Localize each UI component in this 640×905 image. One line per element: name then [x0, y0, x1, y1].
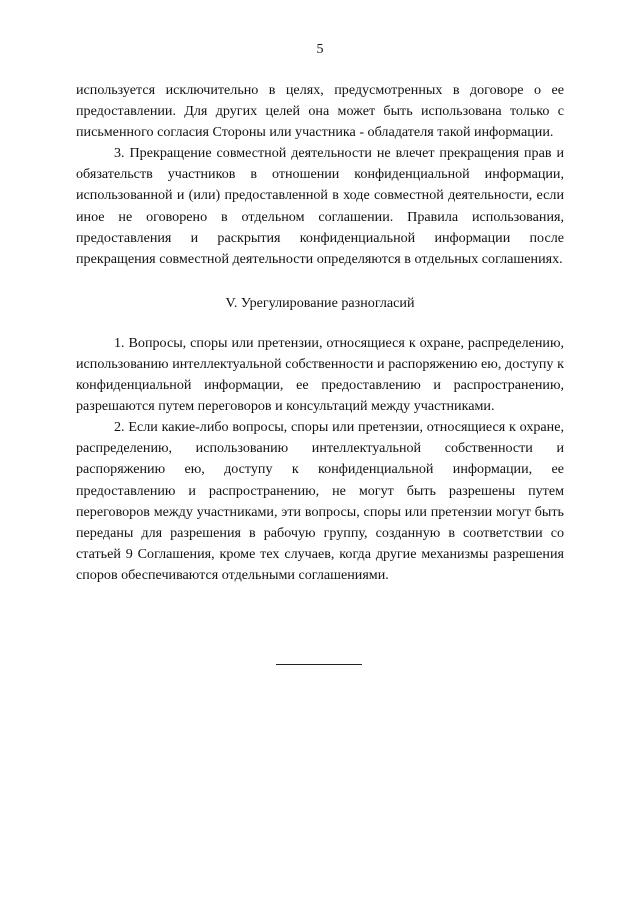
- paragraph-3: 3. Прекращение совместной деятельности не влечет прекращения прав и обязательств участников в отношении конфиденциальной информации, использованной и (или) предоставленной в ходе совместной деятельности, если иное не оговорено в отдельном соглашении. Правила использования, предоставления и раскрытия конфиденциальной информации после прекращения совместной деятельности определяются в отдельных соглашениях.: [76, 145, 564, 267]
- paragraph-continuation: используется исключительно в целях, предусмотренных в договоре о ее предоставлении. Для других целей она может быть использована только с письменного согласия Стороны или участника - обладателя такой информации.: [76, 82, 564, 141]
- paragraph-v-1: 1. Вопросы, споры или претензии, относящиеся к охране, распределению, использованию интеллектуальной собственности и распоряжению ею, доступу к конфиденциальной информации, ее предоставлению и распространению, разрешаются путем переговоров и консультаций между участниками.: [76, 334, 564, 415]
- paragraph-v-2: 2. Если какие-либо вопросы, споры или претензии, относящиеся к охране, распределению, использованию интеллектуальной собственности и распоряжению ею, доступу к конфиденциальной информации, ее предоставлению и распространению, не могут быть разрешены путем переговоров между участниками, эти вопросы, споры или претензии могут быть переданы для разрешения в рабочую группу, созданную в соответствии со статьей 9 Соглашения, кроме тех случаев, когда другие механизмы разрешения споров обеспечиваются отдельными соглашениями.: [76, 419, 564, 583]
- section-heading: V. Урегулирование разногласий: [225, 294, 415, 311]
- document-body: [76, 80, 564, 586]
- page-number: 5: [316, 42, 324, 57]
- end-separator-line: [276, 664, 362, 665]
